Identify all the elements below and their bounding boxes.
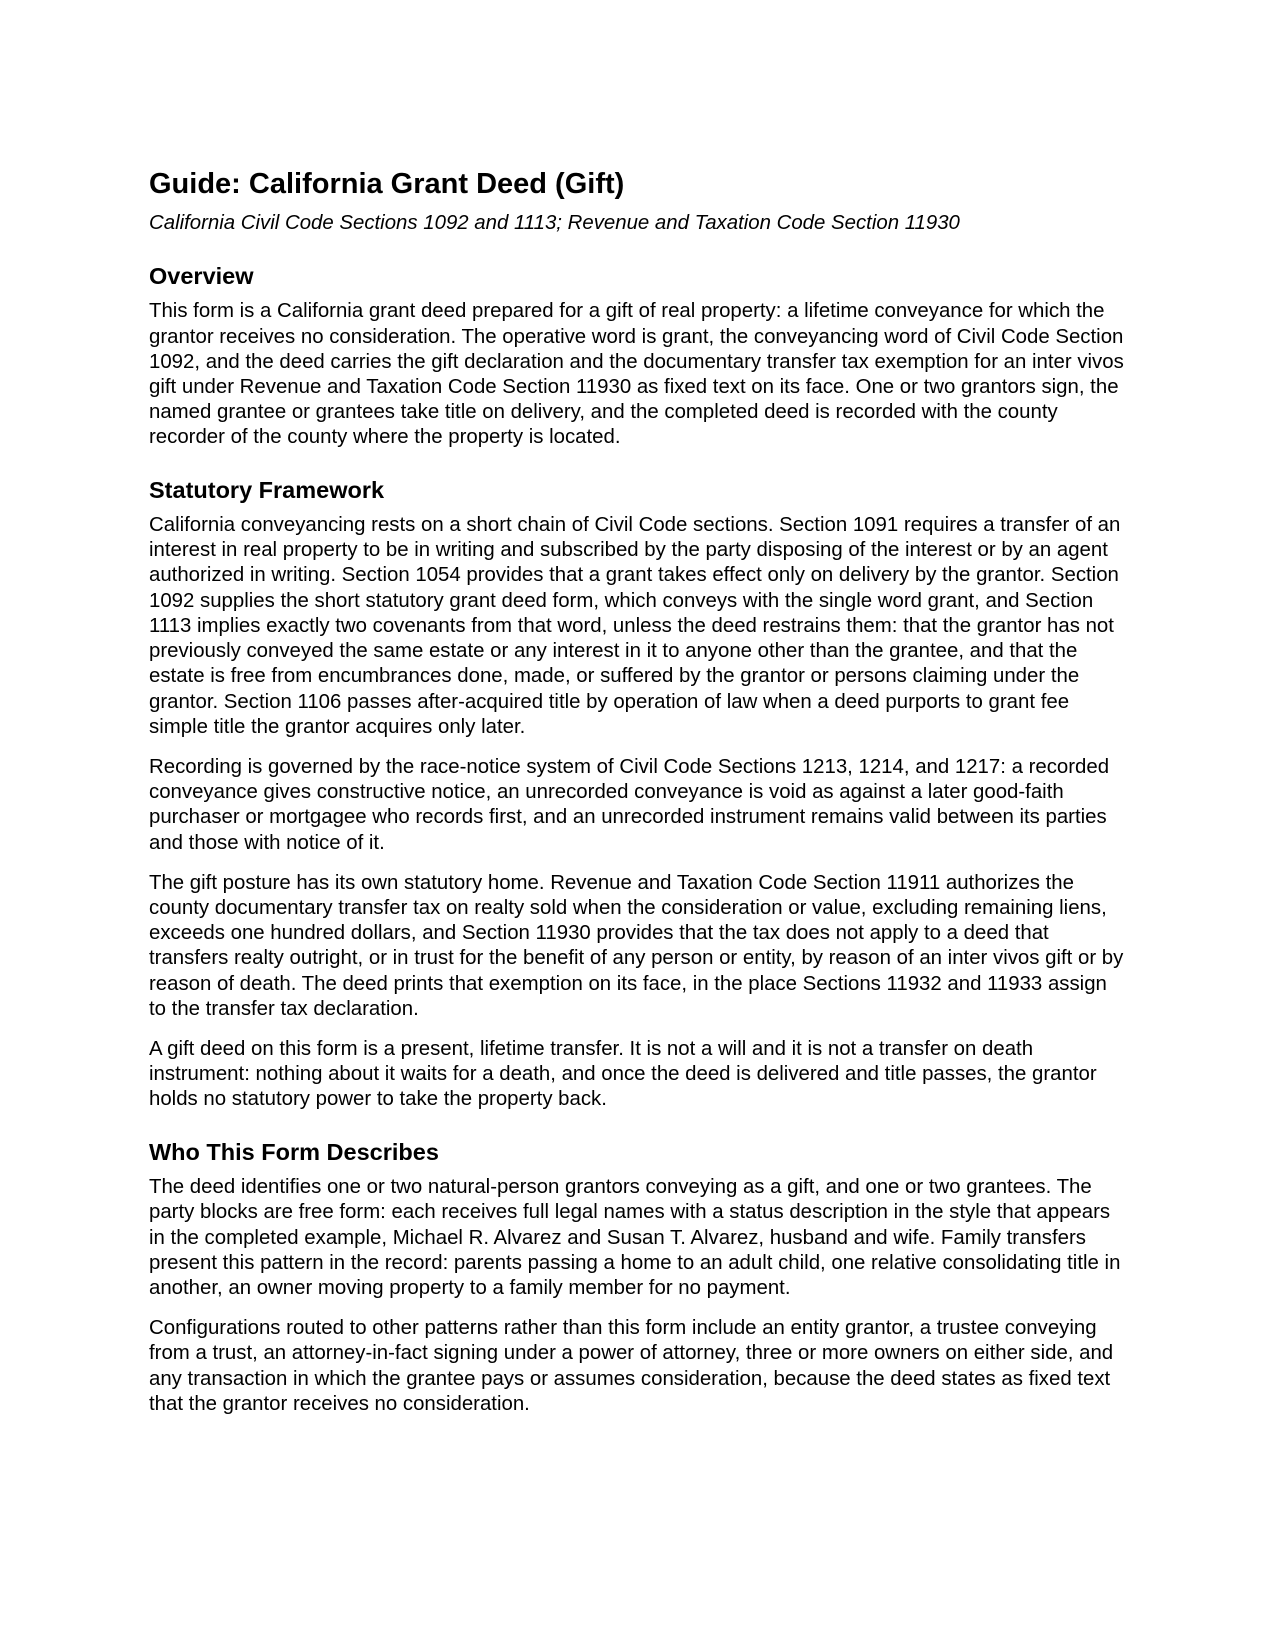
section-heading: Who This Form Describes [149,1138,439,1165]
section-statutory-framework [149,475,1129,1113]
paragraph: Configurations routed to other patterns rather than this form include an entity grantor, a trustee conveying from a trust, an attorney-in-fact signing under a power of attorney, three or more owners on either side, and any transaction in which the grantee pays or assumes consideration, because the deed states as fixed text that the grantor receives no consideration. [149,1317,1114,1415]
page-subtitle: California Civil Code Sections 1092 and 1113; Revenue and Taxation Code Section 11930 [149,212,960,235]
page-title: Guide: California Grant Deed (Gift) [149,168,625,200]
section-who-this-form-describes [149,1137,1129,1417]
section-heading: Statutory Framework [149,476,385,503]
paragraph: The gift posture has its own statutory home. Revenue and Taxation Code Section 11911 authorizes the county documentary transfer tax on realty sold when the consideration or value, excluding remaining liens, exceeds one hundred dollars, and Section 11930 provides that the tax does not apply to a deed that transfers realty outright, or in trust for the benefit of any person or entity, by reason of an inter vivos gift or by reason of death. The deed prints that exemption on its face, in the place Sections 11932 and 11933 assign to the transfer tax declaration. [149,871,1124,1020]
section-overview [149,261,1129,451]
paragraph: This form is a California grant deed prepared for a gift of real property: a lifetime conveyance for which the grantor receives no consideration. The operative word is grant, the conveyancing word of Civil Code Section 1092, and the deed carries the gift declaration and the documentary transfer tax exemption for an inter vivos gift under Revenue and Taxation Code Section 11930 as fixed text on its face. One or two grantors sign, the named grantee or grantees take title on delivery, and the completed deed is recorded with the county recorder of the county where the property is located. [149,300,1124,449]
paragraph: Recording is governed by the race-notice system of Civil Code Sections 1213, 1214, and 1217: a recorded conveyance gives constructive notice, an unrecorded conveyance is void as against a later good-faith purchaser or mortgagee who records first, and an unrecorded instrument remains valid between its parties and those with notice of it. [149,755,1110,854]
document-page [149,166,1129,1432]
paragraph: The deed identifies one or two natural-person grantors conveying as a gift, and one or two grantees. The party blocks are free form: each receives full legal names with a status description in the style that appears in the completed example, Michael R. Alvarez and Susan T. Alvarez, husband and wife. Family transfers present this pattern in the record: parents passing a home to an adult child, one relative consolidating title in another, an owner moving property to a family member for no payment. [149,1176,1121,1299]
paragraph: California conveyancing rests on a short chain of Civil Code sections. Section 1091 requires a transfer of an interest in real property to be in writing and subscribed by the party disposing of the interest or by an agent authorized in writing. Section 1054 provides that a grant takes effect only on delivery by the grantor. Section 1092 supplies the short statutory grant deed form, which conveys with the single word grant, and Section 1113 implies exactly two covenants from that word, unless the deed restrains them: that the grantor has not previously conveyed the same estate or any interest in it to anyone other than the grantee, and that the estate is free from encumbrances done, made, or suffered by the grantor or persons claiming under the grantor. Section 1106 passes after-acquired title by operation of law when a deed purports to grant fee simple title the grantor acquires only later. [149,514,1121,738]
paragraph: A gift deed on this form is a present, lifetime transfer. It is not a will and it is not a transfer on death instrument: nothing about it waits for a death, and once the deed is delivered and title passes, the grantor holds no statutory power to take the property back. [149,1037,1097,1111]
section-heading: Overview [149,262,254,289]
